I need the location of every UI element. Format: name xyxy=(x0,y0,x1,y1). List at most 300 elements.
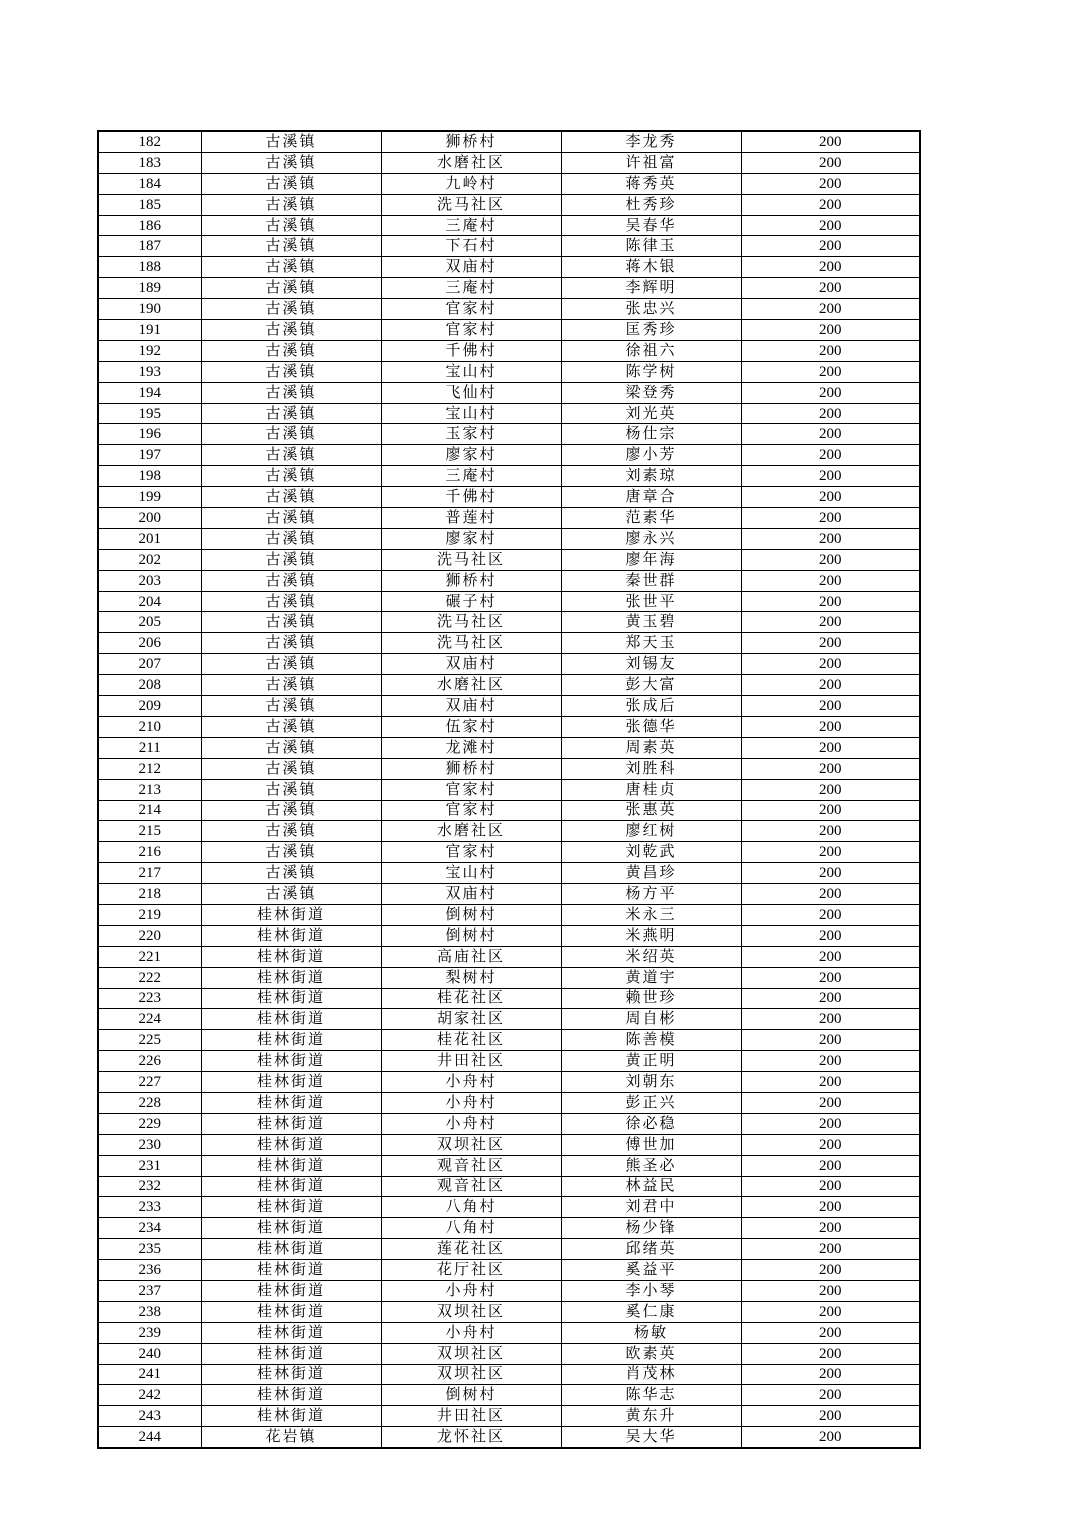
row-number-cell: 197 xyxy=(98,445,201,466)
row-number-cell: 234 xyxy=(98,1218,201,1239)
amount-cell: 200 xyxy=(741,591,920,612)
township-cell: 桂林街道 xyxy=(201,1239,381,1260)
village-cell: 井田社区 xyxy=(381,1406,561,1427)
row-number-cell: 202 xyxy=(98,549,201,570)
table-row xyxy=(98,1280,920,1301)
table-row xyxy=(98,967,920,988)
township-cell: 古溪镇 xyxy=(201,758,381,779)
roster-table xyxy=(97,130,921,1449)
amount-cell: 200 xyxy=(741,570,920,591)
amount-cell: 200 xyxy=(741,884,920,905)
row-number-cell: 221 xyxy=(98,946,201,967)
name-cell: 周自彬 xyxy=(561,1009,741,1030)
village-cell: 千佛村 xyxy=(381,487,561,508)
name-cell: 邱绪英 xyxy=(561,1239,741,1260)
township-cell: 古溪镇 xyxy=(201,779,381,800)
village-cell: 普莲村 xyxy=(381,508,561,529)
village-cell: 狮桥村 xyxy=(381,570,561,591)
row-number-cell: 204 xyxy=(98,591,201,612)
amount-cell: 200 xyxy=(741,215,920,236)
amount-cell: 200 xyxy=(741,236,920,257)
row-number-cell: 232 xyxy=(98,1176,201,1197)
village-cell: 双坝社区 xyxy=(381,1364,561,1385)
village-cell: 胡家社区 xyxy=(381,1009,561,1030)
amount-cell: 200 xyxy=(741,925,920,946)
table-row xyxy=(98,633,920,654)
village-cell: 九岭村 xyxy=(381,173,561,194)
name-cell: 廖年海 xyxy=(561,549,741,570)
name-cell: 刘光英 xyxy=(561,403,741,424)
township-cell: 古溪镇 xyxy=(201,340,381,361)
township-cell: 桂林街道 xyxy=(201,904,381,925)
row-number-cell: 185 xyxy=(98,194,201,215)
table-row xyxy=(98,1072,920,1093)
table-row xyxy=(98,382,920,403)
amount-cell: 200 xyxy=(741,194,920,215)
row-number-cell: 231 xyxy=(98,1155,201,1176)
name-cell: 蒋秀英 xyxy=(561,173,741,194)
township-cell: 古溪镇 xyxy=(201,152,381,173)
amount-cell: 200 xyxy=(741,549,920,570)
row-number-cell: 218 xyxy=(98,884,201,905)
table-row xyxy=(98,1385,920,1406)
table-row xyxy=(98,904,920,925)
name-cell: 黄正明 xyxy=(561,1051,741,1072)
row-number-cell: 213 xyxy=(98,779,201,800)
amount-cell: 200 xyxy=(741,1197,920,1218)
row-number-cell: 209 xyxy=(98,696,201,717)
township-cell: 古溪镇 xyxy=(201,215,381,236)
name-cell: 廖小芳 xyxy=(561,445,741,466)
amount-cell: 200 xyxy=(741,340,920,361)
name-cell: 刘胜科 xyxy=(561,758,741,779)
name-cell: 彭正兴 xyxy=(561,1092,741,1113)
name-cell: 杨仕宗 xyxy=(561,424,741,445)
village-cell: 官家村 xyxy=(381,320,561,341)
table-row xyxy=(98,152,920,173)
row-number-cell: 182 xyxy=(98,131,201,152)
table-row xyxy=(98,299,920,320)
table-row xyxy=(98,863,920,884)
table-row xyxy=(98,654,920,675)
amount-cell: 200 xyxy=(741,1072,920,1093)
township-cell: 桂林街道 xyxy=(201,1406,381,1427)
township-cell: 古溪镇 xyxy=(201,466,381,487)
table-row xyxy=(98,403,920,424)
table-row xyxy=(98,570,920,591)
name-cell: 徐必稳 xyxy=(561,1113,741,1134)
amount-cell: 200 xyxy=(741,779,920,800)
table-row xyxy=(98,1239,920,1260)
village-cell: 井田社区 xyxy=(381,1051,561,1072)
name-cell: 刘乾武 xyxy=(561,842,741,863)
name-cell: 黄玉碧 xyxy=(561,612,741,633)
name-cell: 刘素琼 xyxy=(561,466,741,487)
amount-cell: 200 xyxy=(741,1009,920,1030)
township-cell: 古溪镇 xyxy=(201,278,381,299)
village-cell: 花厅社区 xyxy=(381,1260,561,1281)
row-number-cell: 196 xyxy=(98,424,201,445)
row-number-cell: 201 xyxy=(98,528,201,549)
name-cell: 刘锡友 xyxy=(561,654,741,675)
amount-cell: 200 xyxy=(741,1406,920,1427)
table-row xyxy=(98,424,920,445)
table-row xyxy=(98,612,920,633)
name-cell: 林益民 xyxy=(561,1176,741,1197)
township-cell: 古溪镇 xyxy=(201,173,381,194)
amount-cell: 200 xyxy=(741,904,920,925)
village-cell: 下石村 xyxy=(381,236,561,257)
village-cell: 千佛村 xyxy=(381,340,561,361)
name-cell: 吴大华 xyxy=(561,1427,741,1448)
township-cell: 古溪镇 xyxy=(201,299,381,320)
table-row xyxy=(98,194,920,215)
table-row xyxy=(98,466,920,487)
name-cell: 张忠兴 xyxy=(561,299,741,320)
township-cell: 桂林街道 xyxy=(201,1301,381,1322)
amount-cell: 200 xyxy=(741,863,920,884)
village-cell: 廖家村 xyxy=(381,445,561,466)
amount-cell: 200 xyxy=(741,320,920,341)
name-cell: 吴春华 xyxy=(561,215,741,236)
amount-cell: 200 xyxy=(741,1176,920,1197)
table-row xyxy=(98,1364,920,1385)
table-row xyxy=(98,800,920,821)
name-cell: 奚益平 xyxy=(561,1260,741,1281)
township-cell: 古溪镇 xyxy=(201,194,381,215)
amount-cell: 200 xyxy=(741,173,920,194)
amount-cell: 200 xyxy=(741,257,920,278)
township-cell: 桂林街道 xyxy=(201,1176,381,1197)
amount-cell: 200 xyxy=(741,737,920,758)
name-cell: 李辉明 xyxy=(561,278,741,299)
township-cell: 古溪镇 xyxy=(201,445,381,466)
village-cell: 洗马社区 xyxy=(381,612,561,633)
row-number-cell: 184 xyxy=(98,173,201,194)
row-number-cell: 241 xyxy=(98,1364,201,1385)
table-row xyxy=(98,1322,920,1343)
township-cell: 桂林街道 xyxy=(201,1092,381,1113)
name-cell: 杨方平 xyxy=(561,884,741,905)
township-cell: 桂林街道 xyxy=(201,1260,381,1281)
row-number-cell: 198 xyxy=(98,466,201,487)
row-number-cell: 200 xyxy=(98,508,201,529)
township-cell: 桂林街道 xyxy=(201,1364,381,1385)
name-cell: 杨少锋 xyxy=(561,1218,741,1239)
row-number-cell: 187 xyxy=(98,236,201,257)
name-cell: 廖永兴 xyxy=(561,528,741,549)
township-cell: 古溪镇 xyxy=(201,821,381,842)
row-number-cell: 210 xyxy=(98,716,201,737)
township-cell: 桂林街道 xyxy=(201,1385,381,1406)
amount-cell: 200 xyxy=(741,696,920,717)
table-row xyxy=(98,257,920,278)
township-cell: 古溪镇 xyxy=(201,131,381,152)
village-cell: 洗马社区 xyxy=(381,633,561,654)
table-row xyxy=(98,1030,920,1051)
table-row xyxy=(98,508,920,529)
row-number-cell: 192 xyxy=(98,340,201,361)
table-row xyxy=(98,1009,920,1030)
village-cell: 官家村 xyxy=(381,779,561,800)
village-cell: 观音社区 xyxy=(381,1176,561,1197)
township-cell: 桂林街道 xyxy=(201,1218,381,1239)
table-row xyxy=(98,1155,920,1176)
village-cell: 宝山村 xyxy=(381,863,561,884)
village-cell: 高庙社区 xyxy=(381,946,561,967)
amount-cell: 200 xyxy=(741,403,920,424)
name-cell: 熊圣必 xyxy=(561,1155,741,1176)
village-cell: 桂花社区 xyxy=(381,1030,561,1051)
table-row xyxy=(98,1197,920,1218)
amount-cell: 200 xyxy=(741,1051,920,1072)
table-row xyxy=(98,696,920,717)
village-cell: 八角村 xyxy=(381,1197,561,1218)
village-cell: 廖家村 xyxy=(381,528,561,549)
township-cell: 桂林街道 xyxy=(201,1113,381,1134)
amount-cell: 200 xyxy=(741,612,920,633)
row-number-cell: 226 xyxy=(98,1051,201,1072)
roster-table-body xyxy=(98,131,920,1448)
village-cell: 官家村 xyxy=(381,842,561,863)
village-cell: 狮桥村 xyxy=(381,758,561,779)
table-row xyxy=(98,716,920,737)
township-cell: 桂林街道 xyxy=(201,967,381,988)
table-row xyxy=(98,779,920,800)
township-cell: 桂林街道 xyxy=(201,946,381,967)
amount-cell: 200 xyxy=(741,1280,920,1301)
name-cell: 欧素英 xyxy=(561,1343,741,1364)
village-cell: 小舟村 xyxy=(381,1072,561,1093)
name-cell: 郑天玉 xyxy=(561,633,741,654)
amount-cell: 200 xyxy=(741,1260,920,1281)
amount-cell: 200 xyxy=(741,382,920,403)
table-row xyxy=(98,821,920,842)
township-cell: 古溪镇 xyxy=(201,487,381,508)
table-row xyxy=(98,675,920,696)
table-row xyxy=(98,1134,920,1155)
row-number-cell: 237 xyxy=(98,1280,201,1301)
amount-cell: 200 xyxy=(741,1030,920,1051)
name-cell: 米绍英 xyxy=(561,946,741,967)
row-number-cell: 199 xyxy=(98,487,201,508)
table-row xyxy=(98,549,920,570)
row-number-cell: 193 xyxy=(98,361,201,382)
name-cell: 张成后 xyxy=(561,696,741,717)
table-row xyxy=(98,1260,920,1281)
row-number-cell: 236 xyxy=(98,1260,201,1281)
township-cell: 古溪镇 xyxy=(201,696,381,717)
row-number-cell: 220 xyxy=(98,925,201,946)
name-cell: 刘朝东 xyxy=(561,1072,741,1093)
name-cell: 陈律玉 xyxy=(561,236,741,257)
amount-cell: 200 xyxy=(741,654,920,675)
village-cell: 洗马社区 xyxy=(381,549,561,570)
village-cell: 双庙村 xyxy=(381,257,561,278)
table-row xyxy=(98,445,920,466)
name-cell: 蒋木银 xyxy=(561,257,741,278)
name-cell: 刘君中 xyxy=(561,1197,741,1218)
amount-cell: 200 xyxy=(741,1385,920,1406)
township-cell: 古溪镇 xyxy=(201,236,381,257)
village-cell: 官家村 xyxy=(381,299,561,320)
amount-cell: 200 xyxy=(741,299,920,320)
amount-cell: 200 xyxy=(741,1218,920,1239)
amount-cell: 200 xyxy=(741,466,920,487)
row-number-cell: 242 xyxy=(98,1385,201,1406)
table-row xyxy=(98,1051,920,1072)
amount-cell: 200 xyxy=(741,278,920,299)
village-cell: 倒树村 xyxy=(381,1385,561,1406)
table-row xyxy=(98,320,920,341)
row-number-cell: 203 xyxy=(98,570,201,591)
township-cell: 古溪镇 xyxy=(201,424,381,445)
table-row xyxy=(98,236,920,257)
village-cell: 梨树村 xyxy=(381,967,561,988)
row-number-cell: 212 xyxy=(98,758,201,779)
village-cell: 八角村 xyxy=(381,1218,561,1239)
row-number-cell: 205 xyxy=(98,612,201,633)
table-row xyxy=(98,131,920,152)
row-number-cell: 225 xyxy=(98,1030,201,1051)
name-cell: 黄东升 xyxy=(561,1406,741,1427)
name-cell: 杜秀珍 xyxy=(561,194,741,215)
row-number-cell: 208 xyxy=(98,675,201,696)
table-row xyxy=(98,758,920,779)
row-number-cell: 238 xyxy=(98,1301,201,1322)
township-cell: 桂林街道 xyxy=(201,1134,381,1155)
name-cell: 彭大富 xyxy=(561,675,741,696)
village-cell: 倒树村 xyxy=(381,904,561,925)
table-row xyxy=(98,925,920,946)
township-cell: 桂林街道 xyxy=(201,1009,381,1030)
township-cell: 桂林街道 xyxy=(201,988,381,1009)
name-cell: 秦世群 xyxy=(561,570,741,591)
amount-cell: 200 xyxy=(741,152,920,173)
row-number-cell: 183 xyxy=(98,152,201,173)
township-cell: 古溪镇 xyxy=(201,842,381,863)
township-cell: 古溪镇 xyxy=(201,612,381,633)
row-number-cell: 223 xyxy=(98,988,201,1009)
township-cell: 古溪镇 xyxy=(201,591,381,612)
row-number-cell: 194 xyxy=(98,382,201,403)
township-cell: 桂林街道 xyxy=(201,925,381,946)
name-cell: 张世平 xyxy=(561,591,741,612)
name-cell: 杨敏 xyxy=(561,1322,741,1343)
row-number-cell: 243 xyxy=(98,1406,201,1427)
village-cell: 洗马社区 xyxy=(381,194,561,215)
village-cell: 小舟村 xyxy=(381,1113,561,1134)
row-number-cell: 217 xyxy=(98,863,201,884)
township-cell: 古溪镇 xyxy=(201,508,381,529)
village-cell: 水磨社区 xyxy=(381,821,561,842)
table-row xyxy=(98,1092,920,1113)
village-cell: 水磨社区 xyxy=(381,152,561,173)
township-cell: 花岩镇 xyxy=(201,1427,381,1448)
village-cell: 三庵村 xyxy=(381,215,561,236)
name-cell: 李小琴 xyxy=(561,1280,741,1301)
amount-cell: 200 xyxy=(741,842,920,863)
row-number-cell: 239 xyxy=(98,1322,201,1343)
row-number-cell: 195 xyxy=(98,403,201,424)
table-row xyxy=(98,1301,920,1322)
village-cell: 三庵村 xyxy=(381,466,561,487)
row-number-cell: 228 xyxy=(98,1092,201,1113)
table-row xyxy=(98,215,920,236)
township-cell: 桂林街道 xyxy=(201,1280,381,1301)
table-row xyxy=(98,173,920,194)
township-cell: 古溪镇 xyxy=(201,570,381,591)
name-cell: 奚仁康 xyxy=(561,1301,741,1322)
village-cell: 龙怀社区 xyxy=(381,1427,561,1448)
row-number-cell: 216 xyxy=(98,842,201,863)
township-cell: 古溪镇 xyxy=(201,884,381,905)
township-cell: 古溪镇 xyxy=(201,549,381,570)
township-cell: 古溪镇 xyxy=(201,320,381,341)
amount-cell: 200 xyxy=(741,988,920,1009)
table-row xyxy=(98,528,920,549)
amount-cell: 200 xyxy=(741,800,920,821)
table-row xyxy=(98,278,920,299)
township-cell: 古溪镇 xyxy=(201,863,381,884)
name-cell: 肖茂林 xyxy=(561,1364,741,1385)
row-number-cell: 188 xyxy=(98,257,201,278)
name-cell: 廖红树 xyxy=(561,821,741,842)
amount-cell: 200 xyxy=(741,361,920,382)
amount-cell: 200 xyxy=(741,1155,920,1176)
row-number-cell: 230 xyxy=(98,1134,201,1155)
village-cell: 龙滩村 xyxy=(381,737,561,758)
village-cell: 飞仙村 xyxy=(381,382,561,403)
village-cell: 双庙村 xyxy=(381,696,561,717)
village-cell: 官家村 xyxy=(381,800,561,821)
amount-cell: 200 xyxy=(741,675,920,696)
table-row xyxy=(98,487,920,508)
township-cell: 桂林街道 xyxy=(201,1030,381,1051)
village-cell: 碾子村 xyxy=(381,591,561,612)
row-number-cell: 191 xyxy=(98,320,201,341)
table-row xyxy=(98,361,920,382)
amount-cell: 200 xyxy=(741,424,920,445)
amount-cell: 200 xyxy=(741,1301,920,1322)
row-number-cell: 215 xyxy=(98,821,201,842)
table-row xyxy=(98,884,920,905)
name-cell: 唐桂贞 xyxy=(561,779,741,800)
table-row xyxy=(98,591,920,612)
name-cell: 赖世珍 xyxy=(561,988,741,1009)
row-number-cell: 235 xyxy=(98,1239,201,1260)
amount-cell: 200 xyxy=(741,487,920,508)
township-cell: 古溪镇 xyxy=(201,528,381,549)
row-number-cell: 224 xyxy=(98,1009,201,1030)
row-number-cell: 219 xyxy=(98,904,201,925)
township-cell: 古溪镇 xyxy=(201,654,381,675)
township-cell: 桂林街道 xyxy=(201,1322,381,1343)
name-cell: 匡秀珍 xyxy=(561,320,741,341)
table-row xyxy=(98,1427,920,1448)
amount-cell: 200 xyxy=(741,1343,920,1364)
name-cell: 黄昌珍 xyxy=(561,863,741,884)
row-number-cell: 207 xyxy=(98,654,201,675)
name-cell: 张惠英 xyxy=(561,800,741,821)
village-cell: 水磨社区 xyxy=(381,675,561,696)
table-row xyxy=(98,842,920,863)
amount-cell: 200 xyxy=(741,821,920,842)
table-row xyxy=(98,946,920,967)
village-cell: 双坝社区 xyxy=(381,1301,561,1322)
township-cell: 古溪镇 xyxy=(201,675,381,696)
table-row xyxy=(98,988,920,1009)
